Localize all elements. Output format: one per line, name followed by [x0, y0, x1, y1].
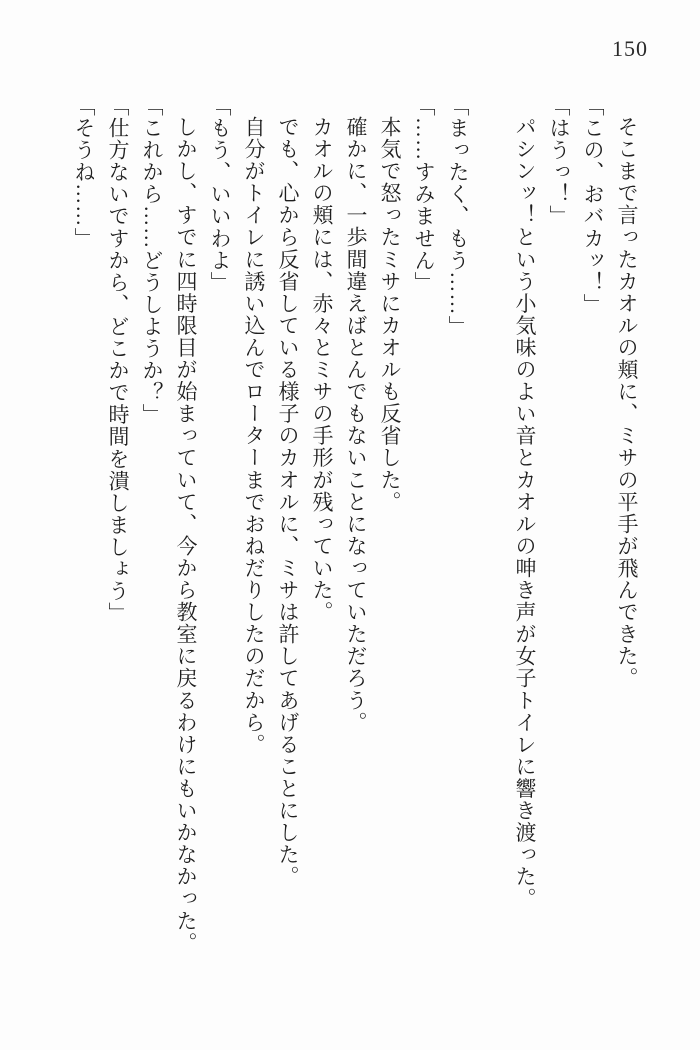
page-number: 150	[612, 36, 648, 61]
text-column: 自分がトイレに誘い込んでローターまでおねだりしたのだから。	[242, 116, 266, 756]
text-column: 「まったく、もう……」	[446, 95, 470, 338]
text-column: しかし、すでに四時限目が始まっていて、今から教室に戻るわけにもいかなかった。	[174, 116, 198, 954]
text-column: 「そうね……」	[72, 95, 96, 250]
text-column: 本気で怒ったミサにカオルも反省した。	[378, 116, 402, 513]
text-column: でも、心から反省している様子のカオルに、ミサは許してあげることにした。	[276, 116, 300, 888]
text-column: 確かに、一歩間違えばとんでもないことになっていただろう。	[344, 116, 368, 734]
body-text	[67, 95, 644, 980]
text-column: パシンッ！という小気味のよい音とカオルの呻き声が女子トイレに響き渡った。	[513, 116, 537, 910]
text-column: 「もう、いいわよ」	[208, 95, 232, 294]
text-column: そこまで言ったカオルの頬に、ミサの平手が飛んできた。	[615, 116, 639, 690]
text-column: 「この、おバカッ！」	[581, 95, 605, 316]
text-column: 「これから……どうしようか？」	[140, 95, 164, 426]
text-column: 「……すみません」	[412, 95, 436, 294]
text-column: 「はうっ！」	[547, 95, 571, 228]
text-column: カオルの頬には、赤々とミサの手形が残っていた。	[310, 116, 334, 624]
text-column: 「仕方ないですから、どこかで時間を潰しましょう」	[106, 95, 130, 625]
